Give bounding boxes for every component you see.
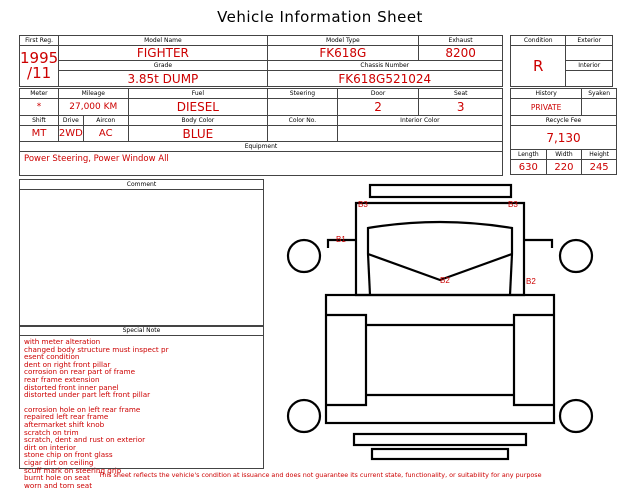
shift-value: MT (20, 126, 59, 142)
comment-label: Comment (20, 180, 263, 190)
first-reg-label: First Reg. (20, 36, 59, 46)
note-item: scratch on trim (24, 427, 79, 437)
height-label: Height (582, 150, 617, 160)
history-value: PRIVATE (511, 99, 582, 116)
first-reg-month: /11 (27, 64, 52, 82)
seat-label: Seat (419, 89, 503, 99)
cab-front-shape (356, 203, 524, 217)
note-item: burnt hole on seat (24, 473, 90, 483)
pillar-left-shape (368, 254, 370, 295)
width-value: 220 (546, 160, 582, 175)
grade-label: Grade (59, 61, 267, 71)
body-color-label: Body Color (128, 116, 267, 126)
note-item: scuff mark on steering grip (24, 465, 122, 475)
first-reg-year: 1995 (20, 49, 59, 67)
body-color-value: BLUE (128, 126, 267, 142)
door-value: 2 (337, 99, 419, 116)
meter-label: Meter (20, 89, 59, 99)
condition-value: R (511, 46, 566, 87)
color-no-label: Color No. (268, 116, 338, 126)
rear-step-shape (372, 449, 508, 459)
first-reg-value (20, 46, 59, 87)
rear-right-wheel-shape (560, 400, 592, 432)
comment-box (19, 179, 264, 327)
marker-b2-right: B2 (526, 277, 536, 286)
note-item: worn and torn seat (24, 480, 93, 490)
marker-b1: B1 (336, 235, 346, 244)
drive-value: 2WD (58, 126, 83, 142)
chassis-label: Chassis Number (267, 61, 502, 71)
condition-table (510, 35, 613, 87)
syaken-label: Syaken (582, 89, 617, 99)
pillar-right-shape (510, 254, 512, 295)
length-label: Length (511, 150, 547, 160)
marker-b3-right: B3 (508, 200, 518, 209)
bed-right-rail-shape (514, 315, 554, 405)
note-item: aftermarket shift knob (24, 419, 105, 429)
exhaust-label: Exhaust (419, 36, 503, 46)
note-item: distorted under part left front pillar (24, 390, 151, 400)
chassis-value: FK618G521024 (267, 71, 502, 87)
note-item: distorted front inner panel (24, 382, 119, 392)
recycle-fee-value: 7,130 (511, 126, 617, 150)
note-item: cigar dirt on ceiling (24, 457, 94, 467)
note-item: stone chip on front glass (24, 450, 113, 460)
equipment-value: Power Steering, Power Window All (20, 152, 503, 176)
note-item: corrosion on rear part of frame (24, 367, 136, 377)
fuel-label: Fuel (128, 89, 267, 99)
exhaust-value: 8200 (419, 46, 503, 61)
width-label: Width (546, 150, 582, 160)
front-right-wheel-shape (560, 240, 592, 272)
exterior-value (566, 46, 613, 61)
length-value: 630 (511, 160, 547, 175)
disclaimer-footer: This sheet reflects the vehicle's condition at issuance and does not guarantee its current state, functionality, or suitability for any purpose (98, 471, 542, 479)
color-no-value (268, 126, 338, 142)
exterior-label: Exterior (566, 36, 613, 46)
note-item: corrosion hole on left rear frame (24, 404, 141, 414)
note-item: rear frame extension (24, 374, 100, 384)
special-note-label: Special Note (20, 326, 263, 336)
shift-label: Shift (20, 116, 59, 126)
spec-table (19, 88, 503, 176)
special-note-box (19, 325, 264, 490)
meter-value: * (20, 99, 59, 116)
note-item: with meter alteration (24, 337, 101, 346)
interior-color-label: Interior Color (337, 116, 502, 126)
note-item: esent condition (24, 352, 80, 362)
note-item: dirt on interior (24, 442, 76, 452)
vehicle-diagram (270, 180, 610, 468)
fuel-value: DIESEL (128, 99, 267, 116)
note-item: dent on right front pillar (24, 359, 111, 369)
syaken-value (582, 99, 617, 116)
vehicle-id-table (19, 35, 503, 87)
note-item: repaired left rear frame (24, 412, 109, 422)
model-type-value: FK618G (267, 46, 419, 61)
interior-label: Interior (566, 61, 613, 71)
windshield-shape (368, 222, 512, 254)
door-label: Door (337, 89, 419, 99)
recycle-fee-label: Recycle Fee (511, 116, 617, 126)
aircon-label: Aircon (83, 116, 128, 126)
interior-color-value (337, 126, 502, 142)
special-notes-list (20, 336, 263, 489)
note-item: changed body structure must inspect pr (24, 344, 169, 354)
front-bumper-shape (370, 185, 511, 197)
aircon-value: AC (83, 126, 128, 142)
rear-bumper-shape (354, 434, 526, 445)
note-item: scratch, dent and rust on exterior (24, 435, 146, 445)
marker-b2-center: B2 (440, 276, 450, 285)
bed-left-rail-shape (326, 315, 366, 405)
mileage-value: 27,000 KM (58, 99, 128, 116)
grade-value: 3.85t DUMP (59, 71, 267, 87)
steering-value (268, 99, 338, 116)
seat-value: 3 (419, 99, 503, 116)
model-type-label: Model Type (267, 36, 419, 46)
steering-label: Steering (268, 89, 338, 99)
mirror-right-arm-shape (524, 240, 552, 248)
model-name-label: Model Name (59, 36, 267, 46)
equipment-label: Equipment (20, 142, 503, 152)
mileage-label: Mileage (58, 89, 128, 99)
height-value: 245 (582, 160, 617, 175)
history-table (510, 88, 617, 175)
front-left-wheel-shape (288, 240, 320, 272)
drive-label: Drive (58, 116, 83, 126)
history-label: History (511, 89, 582, 99)
model-name-value: FIGHTER (59, 46, 267, 61)
condition-label: Condition (511, 36, 566, 46)
marker-b3-left: B3 (358, 200, 368, 209)
interior-value (566, 71, 613, 87)
rear-left-wheel-shape (288, 400, 320, 432)
sheet-title: Vehicle Information Sheet (217, 8, 423, 26)
